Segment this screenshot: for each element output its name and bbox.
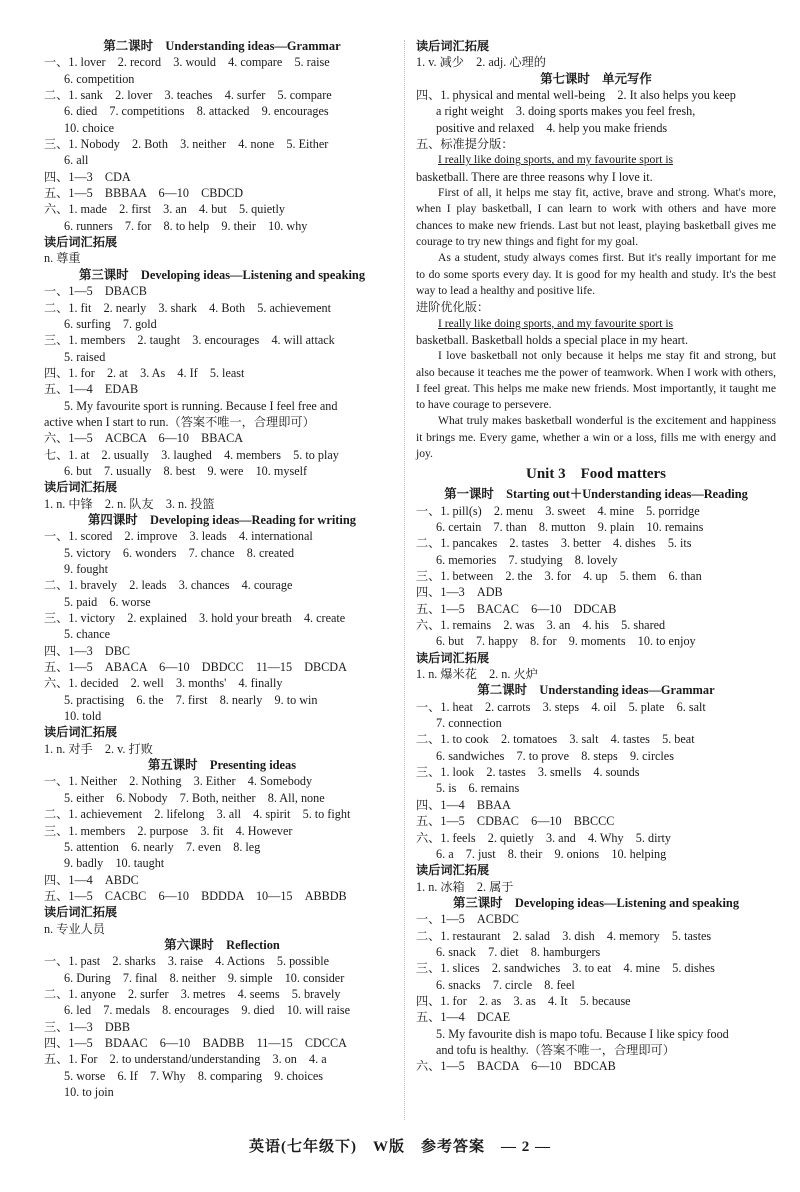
answer-line: 二、1. sank 2. lover 3. teaches 4. surfer 5. compare [44, 88, 332, 103]
answer-line: 七、1. at 2. usually 3. laughed 4. members 5. to play [44, 447, 339, 462]
answer-line: 三、1—3 DBB [44, 1019, 130, 1034]
answer-line: 5. My favourite sport is running. Because I feel free and [64, 398, 338, 413]
answer-line: 6. all [64, 153, 89, 168]
answer-line: 6. snacks 7. circle 8. feel [436, 977, 575, 992]
answer-line: 5. My favourite dish is mapo tofu. Because I like spicy food [436, 1026, 729, 1041]
essay-paragraph: First of all, it helps me stay fit, active, brave and strong. What's more, when I play basketball, I can learn to work with others and have more chances to make new friends. Last but not least, playing basketball gives me courage to try new things and fight for my goal. [416, 186, 776, 248]
answer-line: 二、1. achievement 2. lifelong 3. all 4. spirit 5. to fight [44, 807, 351, 822]
answer-line: 1. n. 爆米花 2. n. 火炉 [416, 667, 538, 682]
answer-line: 7. connection [436, 716, 502, 731]
answer-line: 9. fought [64, 562, 109, 576]
answer-line: 6. memories 7. studying 8. lovely [436, 552, 618, 567]
answer-line: 四、1—5 BDAAC 6—10 BADBB 11—15 CDCCA [44, 1035, 347, 1050]
answer-line: a right weight 3. doing sports makes you feel fresh, [436, 104, 696, 119]
answer-line: 10. choice [64, 120, 115, 135]
answer-line: 二、1. to cook 2. tomatoes 3. salt 4. tastes 5. beat [416, 732, 695, 747]
answer-line: 1. v. 减少 2. adj. 心理的 [416, 55, 546, 70]
answer-line: 一、1. past 2. sharks 3. raise 4. Actions 5. possible [44, 954, 330, 969]
answer-line: 二、1. restaurant 2. salad 3. dish 4. memory 5. tastes [416, 928, 712, 943]
left-column [44, 38, 400, 1100]
essay-opening: I really like doing sports, and my favourite sport is [438, 316, 674, 330]
answer-line: 四、1—3 DBC [44, 643, 130, 658]
answer-line: 9. badly 10. taught [64, 856, 165, 871]
answer-line: 5. victory 6. wonders 7. chance 8. created [64, 545, 295, 560]
answer-line: 三、1. slices 2. sandwiches 3. to eat 4. mine 5. dishes [416, 961, 715, 976]
essay-opening: I really like doing sports, and my favourite sport is [438, 153, 674, 167]
answer-line: 6. competition [64, 71, 135, 86]
answer-line: 四、1—3 CDA [44, 169, 131, 184]
section-heading: 第一课时 Starting out＋Understanding ideas—Reading [444, 487, 748, 502]
answer-line: 10. told [64, 709, 102, 724]
answer-line: 五、1—4 EDAB [44, 382, 139, 397]
answer-line: 1. n. 中锋 2. n. 队友 3. n. 投篮 [44, 496, 215, 511]
answer-line: 6. During 7. final 8. neither 9. simple 10. consider [64, 970, 345, 985]
answer-line: 三、1. members 2. taught 3. encourages 4. will attack [44, 333, 335, 348]
page-footer: 英语(七年级下) W版 参考答案 — 2 — [249, 1139, 551, 1155]
answer-line: 10. to join [64, 1085, 114, 1099]
section-heading: 第六课时 Reflection [164, 937, 280, 952]
essay-paragraph: I love basketball not only because it helps me stay fit and strong, but also because it teaches me the power of teamwork. When I work with others, I feel great. This helps me make new friends. Most importantly, it taught me to have courage to persevere. [416, 349, 776, 412]
vocab-label: 读后词汇拓展 [44, 235, 118, 250]
answer-line: n. 专业人员 [44, 921, 105, 936]
section-heading: 第二课时 Understanding ideas—Grammar [477, 683, 715, 698]
answer-line: 四、1—4 BBAA [416, 797, 511, 812]
answer-line: 一、1—5 DBACB [44, 284, 147, 299]
answer-line: 5. paid 6. worse [64, 594, 151, 609]
answer-line: 5. attention 6. nearly 7. even 8. leg [64, 839, 261, 854]
answer-line: 五、1—5 CDBAC 6—10 BBCCC [416, 814, 615, 829]
answer-line: 四、1. physical and mental well-being 2. It also helps you keep [416, 88, 736, 103]
answer-line: 三、1. between 2. the 3. for 4. up 5. them 6. than [416, 569, 702, 583]
answer-line: 五、1—4 DCAE [416, 1010, 511, 1025]
vocab-label: 读后词汇拓展 [44, 480, 118, 495]
answer-line: 三、1. Nobody 2. Both 3. neither 4. none 5. Either [44, 137, 329, 152]
unit-title: Unit 3 Food matters [526, 466, 666, 483]
answer-line: 5. is 6. remains [436, 781, 520, 796]
answer-line: 6. but 7. happy 8. for 9. moments 10. to enjoy [436, 634, 696, 649]
answer-line: 五、1—5 ABACA 6—10 DBDCC 11—15 DBCDA [44, 660, 347, 675]
answer-line: 一、1. pill(s) 2. menu 3. sweet 4. mine 5. porridge [416, 503, 700, 518]
answer-line: 三、1. victory 2. explained 3. hold your breath 4. create [44, 611, 346, 626]
answer-line: 三、1. members 2. purpose 3. fit 4. However [44, 823, 293, 838]
answer-line: 6. snack 7. diet 8. hamburgers [436, 944, 601, 959]
answer-line: 1. n. 冰箱 2. 属于 [416, 879, 514, 894]
answer-line: 二、1. fit 2. nearly 3. shark 4. Both 5. achievement [44, 300, 332, 315]
answer-line: n. 尊重 [44, 251, 81, 266]
answer-line: 6. a 7. just 8. their 9. onions 10. helping [436, 846, 667, 861]
answer-line: 6. surfing 7. gold [64, 316, 157, 331]
answer-line: 六、1. decided 2. well 3. months' 4. finally [44, 676, 283, 691]
column-divider [404, 40, 405, 1120]
answer-line: 四、1—3 ADB [416, 585, 503, 600]
answer-line: 6. runners 7. for 8. to help 9. their 10. why [64, 218, 308, 233]
essay-paragraph: As a student, study always comes first. But it's really important for me to do some sports every day. It is good for my health and study. It's the best way to lead a healthy and positive life. [416, 251, 776, 297]
section-heading: 第二课时 Understanding ideas—Grammar [103, 39, 341, 53]
answer-line: 五、1—5 BACAC 6—10 DDCAB [416, 601, 617, 616]
answer-line: 6. certain 7. than 8. mutton 9. plain 10. remains [436, 519, 704, 534]
answer-line: 6. sandwiches 7. to prove 8. steps 9. circles [436, 748, 674, 763]
vocab-label: 读后词汇拓展 [416, 39, 490, 53]
answer-line: 五、1—5 CACBC 6—10 BDDDA 10—15 ABBDB [44, 888, 347, 903]
answer-line: 六、1. feels 2. quietly 3. and 4. Why 5. dirty [416, 830, 672, 845]
answer-line: 五、1—5 BBBAA 6—10 CBDCD [44, 186, 244, 201]
answer-line: 六、1. remains 2. was 3. an 4. his 5. shared [416, 618, 666, 633]
answer-line: 一、1. Neither 2. Nothing 3. Either 4. Somebody [44, 774, 313, 789]
answer-line: 三、1. look 2. tastes 3. smells 4. sounds [416, 765, 640, 780]
answer-line: 进阶优化版： [416, 300, 490, 315]
answer-line: 六、1. made 2. first 3. an 4. but 5. quietly [44, 202, 286, 217]
answer-line: 五、标准提分版： [416, 137, 514, 152]
answer-line: 二、1. bravely 2. leads 3. chances 4. courage [44, 578, 293, 593]
answer-line: 5. raised [64, 349, 106, 364]
answer-line: 四、1. for 2. as 3. as 4. It 5. because [416, 993, 631, 1008]
answer-line: and tofu is healthy.（答案不唯一，合理即可） [436, 1042, 675, 1057]
answer-line: 六、1—5 BACDA 6—10 BDCAB [416, 1059, 616, 1074]
right-column [416, 38, 776, 1075]
answer-line: 5. worse 6. If 7. Why 8. comparing 9. choices [64, 1068, 324, 1083]
answer-line: 6. died 7. competitions 8. attacked 9. encourages [64, 104, 329, 119]
answer-line: 1. n. 对手 2. v. 打败 [44, 741, 153, 756]
answer-line: basketball. There are three reasons why I love it. [416, 169, 653, 184]
answer-line: 一、1. scored 2. improve 3. leads 4. international [44, 529, 313, 544]
answer-line: 5. practising 6. the 7. first 8. nearly 9. to win [64, 692, 318, 707]
vocab-label: 读后词汇拓展 [416, 650, 490, 665]
vocab-label: 读后词汇拓展 [416, 863, 490, 878]
answer-line: basketball. Basketball holds a special place in my heart. [416, 332, 689, 347]
section-heading: 第三课时 Developing ideas—Listening and speaking [452, 895, 740, 910]
answer-line: 二、1. anyone 2. surfer 3. metres 4. seems 5. bravely [44, 986, 341, 1001]
vocab-label: 读后词汇拓展 [44, 725, 118, 740]
section-heading: 第五课时 Presenting ideas [147, 758, 297, 773]
answer-line: 二、1. pancakes 2. tastes 3. better 4. dishes 5. its [416, 536, 692, 551]
answer-line: 6. but 7. usually 8. best 9. were 10. myself [64, 463, 308, 478]
answer-line: 六、1—5 ACBCA 6—10 BBACA [44, 431, 244, 446]
answer-line: 五、1. For 2. to understand/understanding 3. on 4. a [44, 1052, 327, 1067]
answer-line: positive and relaxed 4. help you make friends [436, 120, 668, 135]
essay-paragraph: What truly makes basketball wonderful is the excitement and happiness it brings me. Every game, whether a win or a loss, fills me with energy and joy. [416, 414, 776, 460]
answer-line: 5. either 6. Nobody 7. Both, neither 8. All, none [64, 790, 325, 805]
answer-line: 四、1—4 ABDC [44, 872, 139, 887]
answer-line: active when I start to run.（答案不唯一，合理即可） [44, 414, 315, 429]
answer-line: 一、1—5 ACBDC [416, 912, 519, 927]
section-heading: 第四课时 Developing ideas—Reading for writing [88, 512, 356, 527]
vocab-label: 读后词汇拓展 [44, 905, 118, 920]
answer-line: 一、1. lover 2. record 3. would 4. compare 5. raise [44, 55, 330, 70]
answer-line: 6. led 7. medals 8. encourages 9. died 10. will raise [64, 1003, 351, 1018]
answer-line: 四、1. for 2. at 3. As 4. If 5. least [44, 365, 245, 380]
answer-line: 5. chance [64, 627, 111, 642]
section-heading: 第三课时 Developing ideas—Listening and speaking [78, 267, 366, 282]
answer-line: 一、1. heat 2. carrots 3. steps 4. oil 5. plate 6. salt [416, 699, 706, 714]
section-heading: 第七课时 单元写作 [540, 71, 652, 86]
